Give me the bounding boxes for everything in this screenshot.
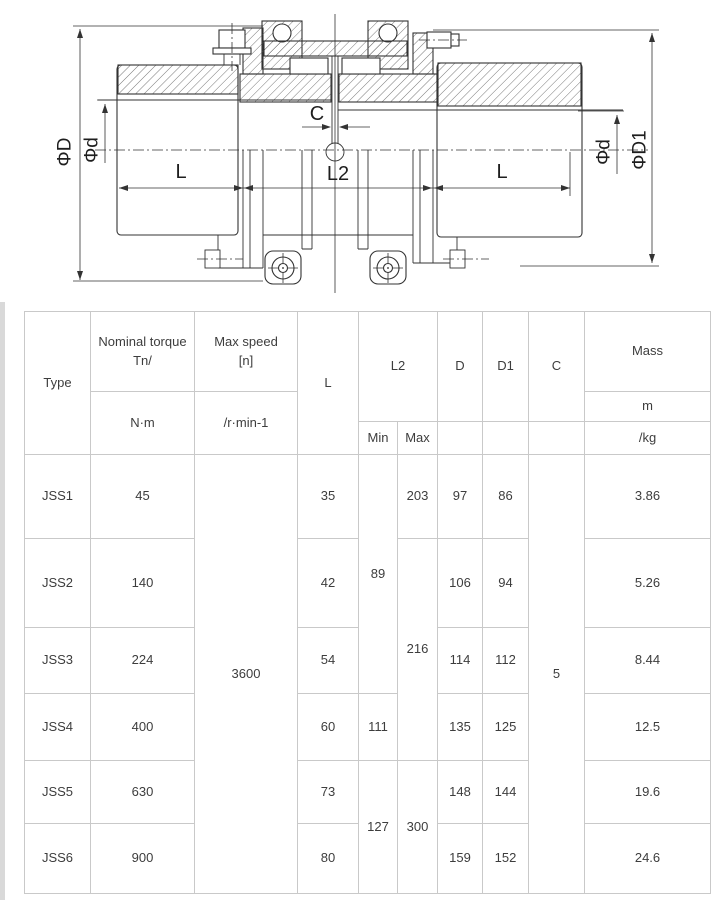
cell-d1: 152	[483, 824, 529, 894]
cell-mass: 5.26	[585, 539, 711, 628]
header-max-speed	[195, 312, 298, 392]
cell-type: JSS5	[25, 761, 91, 824]
header-max-speed-line1: Max speed	[214, 333, 278, 349]
coupling-geometry	[95, 14, 648, 293]
cell-type: JSS6	[25, 824, 91, 894]
cell-l2-min: 127	[359, 761, 398, 894]
cell-l2-max: 300	[398, 761, 438, 894]
header-L2: L2	[359, 312, 438, 422]
header-D-empty	[438, 422, 483, 455]
cell-torque: 900	[91, 824, 195, 894]
header-nominal-torque-line2: Tn/	[133, 352, 152, 368]
gear-mesh-left	[240, 74, 331, 102]
header-D1-empty	[483, 422, 529, 455]
dim-label-L-left: L	[175, 161, 187, 183]
header-L2-max: Max	[398, 422, 438, 455]
table-row	[25, 455, 711, 539]
dim-label-phid-right: Φd	[593, 139, 615, 165]
header-mass-unit: /kg	[585, 422, 711, 455]
cell-d: 159	[438, 824, 483, 894]
dim-label-L2: L2	[326, 163, 350, 185]
coupling-section-svg	[0, 0, 725, 310]
cell-l2-min: 111	[359, 694, 398, 761]
header-D: D	[438, 312, 483, 422]
header-nominal-torque	[91, 312, 195, 392]
header-type: Type	[25, 312, 91, 455]
cell-speed: 3600	[195, 455, 298, 894]
header-nominal-torque-line1: Nominal torque	[98, 333, 187, 349]
cell-c: 5	[529, 455, 585, 894]
cell-l: 35	[298, 455, 359, 539]
left-flange-bolt	[273, 24, 291, 42]
spacer-band	[264, 41, 407, 56]
cell-mass: 8.44	[585, 628, 711, 694]
left-seal-carrier	[290, 58, 328, 74]
cell-d: 148	[438, 761, 483, 824]
header-L: L	[298, 312, 359, 455]
right-flange-bolt	[379, 24, 397, 42]
dim-label-phid-left: Φd	[81, 137, 103, 163]
cell-mass: 24.6	[585, 824, 711, 894]
right-seal-carrier	[342, 58, 380, 74]
header-torque-unit: N·m	[91, 392, 195, 455]
cell-d1: 94	[483, 539, 529, 628]
cell-type: JSS4	[25, 694, 91, 761]
header-row-1	[25, 312, 711, 392]
header-L2-min: Min	[359, 422, 398, 455]
page-edge-strip	[0, 302, 5, 900]
cell-d1: 112	[483, 628, 529, 694]
header-D1: D1	[483, 312, 529, 422]
cell-d: 114	[438, 628, 483, 694]
cell-l: 73	[298, 761, 359, 824]
cell-d1: 125	[483, 694, 529, 761]
dim-label-L-right: L	[496, 161, 508, 183]
cell-d1: 144	[483, 761, 529, 824]
dim-label-phiD1: ΦD1	[629, 130, 651, 170]
header-C-empty	[529, 422, 585, 455]
cell-l2-max: 216	[398, 539, 438, 761]
header-speed-unit: /r·min-1	[195, 392, 298, 455]
cell-l: 54	[298, 628, 359, 694]
cell-torque: 630	[91, 761, 195, 824]
cell-type: JSS1	[25, 455, 91, 539]
cell-l: 60	[298, 694, 359, 761]
cell-d: 106	[438, 539, 483, 628]
table-row	[25, 761, 711, 824]
cell-mass: 12.5	[585, 694, 711, 761]
spec-table	[24, 311, 711, 894]
cell-d: 135	[438, 694, 483, 761]
cell-torque: 140	[91, 539, 195, 628]
cell-torque: 45	[91, 455, 195, 539]
header-C: C	[529, 312, 585, 422]
cell-l2-max: 203	[398, 455, 438, 539]
cell-d: 97	[438, 455, 483, 539]
coupling-drawing	[0, 0, 725, 310]
table-row	[25, 694, 711, 761]
right-hub-wall-section	[438, 63, 581, 106]
gear-mesh-right	[339, 74, 437, 102]
cell-l: 80	[298, 824, 359, 894]
cell-d1: 86	[483, 455, 529, 539]
cell-mass: 19.6	[585, 761, 711, 824]
cell-l: 42	[298, 539, 359, 628]
cell-type: JSS2	[25, 539, 91, 628]
cell-mass: 3.86	[585, 455, 711, 539]
dim-label-C: C	[309, 103, 325, 125]
header-max-speed-line2: [n]	[238, 352, 254, 368]
dim-label-phiD: ΦD	[54, 137, 76, 167]
header-mass-m: m	[585, 392, 711, 422]
header-mass: Mass	[585, 312, 711, 392]
cell-l2-min: 89	[359, 455, 398, 694]
cell-torque: 224	[91, 628, 195, 694]
cell-type: JSS3	[25, 628, 91, 694]
cell-torque: 400	[91, 694, 195, 761]
left-hub-wall-section	[118, 65, 238, 94]
